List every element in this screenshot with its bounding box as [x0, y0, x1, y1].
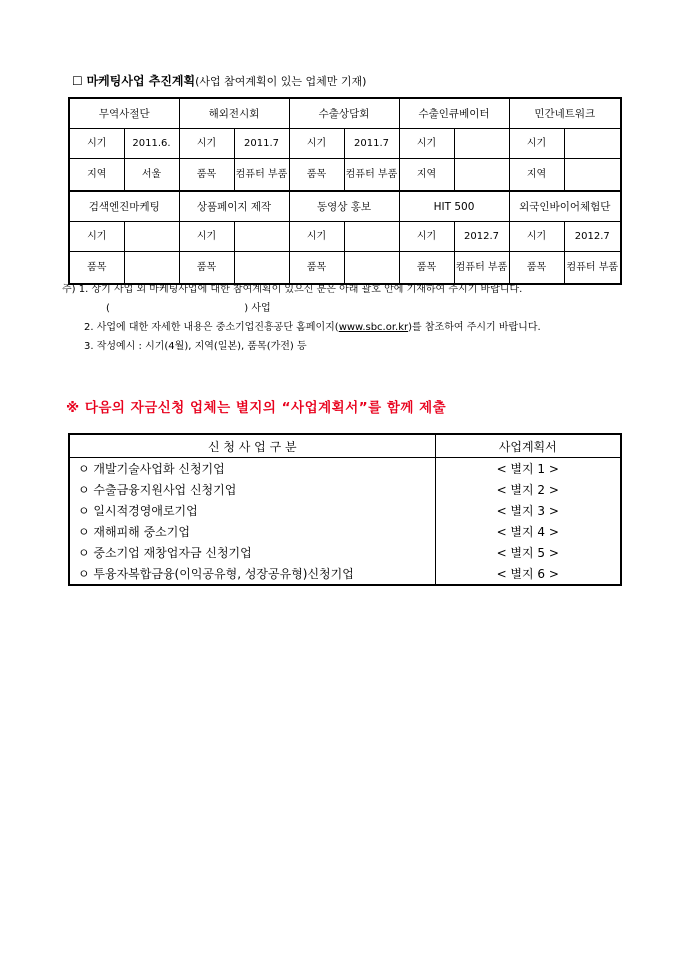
program-header: 검색엔진마케팅 [69, 191, 179, 222]
region-label: 지역 [399, 159, 454, 192]
attachment-ref: < 별지 1 > [435, 458, 621, 480]
period-label: 시기 [289, 129, 344, 159]
footnotes [62, 280, 541, 356]
region-value: 서울 [124, 159, 179, 192]
item-value: 컴퓨터 부품 [564, 252, 621, 285]
attachment-ref: < 별지 6 > [435, 563, 621, 585]
section-heading: 마케팅사업 추진계획 [86, 74, 196, 88]
application-name: ㅇ 중소기업 재창업자금 신청기업 [69, 542, 435, 563]
application-name: ㅇ 투융자복합금융(이익공유형, 성장공유형)신청기업 [69, 563, 435, 585]
header-business-plan: 사업계획서 [435, 434, 621, 458]
period-value: 2012.7 [454, 222, 509, 252]
attachment-ref: < 별지 2 > [435, 479, 621, 500]
period-value: 2011.7 [234, 129, 289, 159]
application-name: ㅇ 수출금융지원사업 신청기업 [69, 479, 435, 500]
table-row [69, 563, 621, 585]
period-value [124, 222, 179, 252]
period-value: 2012.7 [564, 222, 621, 252]
table-row [69, 521, 621, 542]
period-value: 2011.7 [344, 129, 399, 159]
footnote-2-text: 2. 사업에 대한 자세한 내용은 중소기업진흥공단 홈페이지( [84, 322, 339, 333]
attachment-ref: < 별지 4 > [435, 521, 621, 542]
program-header: 외국인바이어체험단 [509, 191, 621, 222]
table-row [69, 500, 621, 521]
period-value [454, 129, 509, 159]
section-note: (사업 참여계획이 있는 업체만 기재) [195, 75, 367, 88]
period-value [344, 222, 399, 252]
program-header: 해외전시회 [179, 98, 289, 129]
item-label: 품목 [289, 159, 344, 192]
program-header: 수출인큐베이터 [399, 98, 509, 129]
period-label: 시기 [399, 222, 454, 252]
region-label: 지역 [69, 159, 124, 192]
paren-close: ) 사업 [244, 303, 271, 314]
footnote-1-blank [62, 299, 541, 318]
program-header: HIT 500 [399, 191, 509, 222]
item-label: 품목 [289, 252, 344, 285]
region-label: 지역 [509, 159, 564, 192]
footnote-3: 3. 작성예시 : 시기(4월), 지역(일본), 품목(가전) 등 [84, 341, 307, 352]
item-label: 품목 [179, 252, 234, 285]
footnote-2-tail: )를 참조하여 주시기 바랍니다. [408, 322, 541, 333]
checkbox-icon: ☐ [72, 74, 83, 88]
table-row [69, 458, 621, 480]
period-label: 시기 [289, 222, 344, 252]
period-value [564, 129, 621, 159]
item-label: 품목 [69, 252, 124, 285]
period-label: 시기 [509, 222, 564, 252]
period-label: 시기 [399, 129, 454, 159]
footnote-1: 주) 1. 상기 사업 외 마케팅사업에 대한 참여계획이 있으신 분은 아래 괄호 안에 기재하여 주시기 바랍니다. [62, 284, 523, 295]
item-value: 컴퓨터 부품 [234, 159, 289, 192]
table-row [69, 542, 621, 563]
program-header: 동영상 홍보 [289, 191, 399, 222]
submission-notice: ※ 다음의 자금신청 업체는 별지의 “사업계획서”를 함께 제출 [66, 400, 447, 416]
attachment-ref: < 별지 5 > [435, 542, 621, 563]
item-label: 품목 [509, 252, 564, 285]
period-label: 시기 [179, 222, 234, 252]
program-header: 무역사절단 [69, 98, 179, 129]
marketing-plan-table [68, 97, 622, 285]
homepage-link[interactable]: www.sbc.or.kr [338, 322, 409, 333]
item-label: 품목 [179, 159, 234, 192]
region-value [564, 159, 621, 192]
period-label: 시기 [179, 129, 234, 159]
period-label: 시기 [69, 222, 124, 252]
application-table [68, 433, 622, 586]
paren-open: ( [106, 303, 110, 314]
region-value [454, 159, 509, 192]
item-value: 컴퓨터 부품 [454, 252, 509, 285]
section-title [72, 72, 366, 89]
program-header: 상품페이지 제작 [179, 191, 289, 222]
application-name: ㅇ 일시적경영애로기업 [69, 500, 435, 521]
period-label: 시기 [69, 129, 124, 159]
period-value [234, 222, 289, 252]
attachment-ref: < 별지 3 > [435, 500, 621, 521]
application-name: ㅇ 재해피해 중소기업 [69, 521, 435, 542]
period-value: 2011.6. [124, 129, 179, 159]
program-header: 수출상담회 [289, 98, 399, 129]
footnote-2 [62, 318, 541, 337]
application-name: ㅇ 개발기술사업화 신청기업 [69, 458, 435, 480]
program-header: 민간네트워크 [509, 98, 621, 129]
item-value: 컴퓨터 부품 [344, 159, 399, 192]
table-row [69, 479, 621, 500]
header-category: 신 청 사 업 구 분 [69, 434, 435, 458]
period-label: 시기 [509, 129, 564, 159]
item-label: 품목 [399, 252, 454, 285]
